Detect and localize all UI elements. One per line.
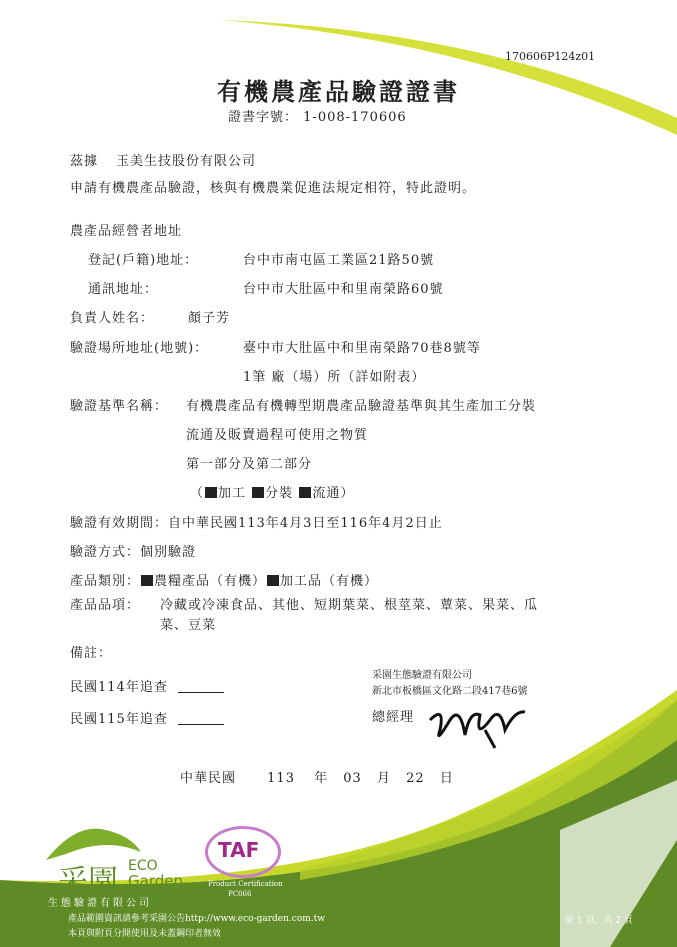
taf-code: PC066 [228, 890, 252, 898]
issue-date [180, 767, 454, 786]
date-unit: 日 [439, 771, 454, 786]
according-label: 茲據 [70, 154, 99, 169]
reg-address: 台中市南屯區工業區21路50號 [243, 253, 435, 268]
logo-en2: Garden [128, 872, 183, 890]
validity-period: 自中華民國113年4月3日至116年4月2日止 [168, 516, 443, 531]
scope-packaging: 分裝 [265, 486, 294, 501]
page-title: 有機農產品驗證證書 [217, 77, 460, 106]
company-name: 玉美生技股份有限公司 [116, 154, 257, 169]
footer-line-2: 本頁與附頁分開使用及未蓋鋼印者無效 [68, 929, 222, 939]
items-line-1: 冷藏或冷凍食品、其他、短期葉菜、根莖菜、蕈菜、果菜、瓜 [160, 598, 539, 613]
checkbox-checked [205, 487, 217, 498]
scope-checkboxes [190, 482, 354, 501]
category-label: 產品類別： [70, 574, 141, 589]
mail-address-label: 通訊地址： [88, 282, 159, 297]
site-count: 1筆 廠（場）所（詳如附表） [243, 370, 426, 385]
date-unit: 月 [376, 771, 391, 786]
items-line-2: 菜、豆菜 [160, 618, 217, 633]
page-info: 第 1 頁，共 2 頁 [565, 916, 633, 926]
checkbox-checked [252, 487, 264, 498]
document-code: 170606P124z01 [505, 50, 596, 63]
signature-line [178, 724, 224, 725]
standard-line-2: 流通及販賣過程可使用之物質 [186, 428, 369, 443]
site-address: 臺中市大肚區中和里南榮路70巷8號等 [243, 341, 481, 356]
paren: ） [340, 486, 355, 501]
items-label: 產品品項： [70, 598, 141, 613]
cert-no-label: 證書字號： [228, 110, 299, 125]
logo-en1: ECO [128, 858, 158, 874]
person-label: 負責人姓名： [70, 311, 155, 326]
scope-distribution: 流通 [312, 486, 341, 501]
statement: 申請有機農產品驗證，核與有機農業促進法規定相符，特此證明。 [70, 181, 477, 196]
standard-line-3: 第一部分及第二部分 [186, 457, 313, 472]
remarks-label: 備註： [70, 646, 113, 661]
person-name: 顏子芳 [188, 311, 231, 326]
followup-115: 民國115年追查 [70, 712, 168, 727]
date-unit: 年 [314, 771, 329, 786]
date-day: 22 [406, 771, 425, 786]
taf-label: Product Certification [208, 880, 283, 888]
checkbox-checked [299, 487, 311, 498]
method-label: 驗證方式： [70, 545, 141, 560]
standard-label: 驗證基準名稱： [70, 399, 169, 414]
checkbox-checked [267, 575, 279, 586]
category-processed: 加工品（有機） [280, 574, 379, 589]
date-era: 中華民國 [180, 771, 237, 786]
site-label: 驗證場所地址(地號)： [70, 341, 209, 356]
cert-no-value: 1-008-170606 [303, 110, 407, 125]
scope-processing: 加工 [218, 486, 247, 501]
paren: （ [190, 486, 205, 501]
issuer-address: 新北市板橋區文化路二段417巷6號 [372, 686, 528, 697]
operator-address-label: 農產品經營者地址 [70, 224, 183, 239]
method-value: 個別驗證 [140, 545, 197, 560]
eco-garden-logo [38, 822, 198, 912]
date-month: 03 [343, 771, 362, 786]
category-agri: 農糧產品（有機） [154, 574, 267, 589]
gm-label: 總經理 [372, 710, 415, 725]
logo-sub: 生態驗證有限公司 [48, 898, 152, 909]
taf-mark: TAF [218, 838, 260, 862]
validity-label: 驗證有效期間： [70, 516, 169, 531]
standard-line-1: 有機農產品有機轉型期農產品驗證基準與其生產加工分裝 [186, 399, 537, 414]
logo-cn: 采園 [58, 864, 118, 899]
mail-address: 台中市大肚區中和里南榮路60號 [243, 282, 444, 297]
cert-number [228, 106, 407, 125]
footer-line-1: 產品範圍資訊請參考采園公告http://www.eco-garden.com.tw [68, 914, 325, 924]
signature [425, 700, 535, 750]
taf-logo [200, 826, 290, 896]
checkbox-checked [141, 575, 153, 586]
date-year: 113 [267, 771, 295, 786]
signature-line [178, 692, 224, 693]
followup-114: 民國114年追查 [70, 680, 168, 695]
reg-address-label: 登記(戶籍)地址： [88, 253, 199, 268]
issuer-name: 采園生態驗證有限公司 [372, 670, 472, 681]
